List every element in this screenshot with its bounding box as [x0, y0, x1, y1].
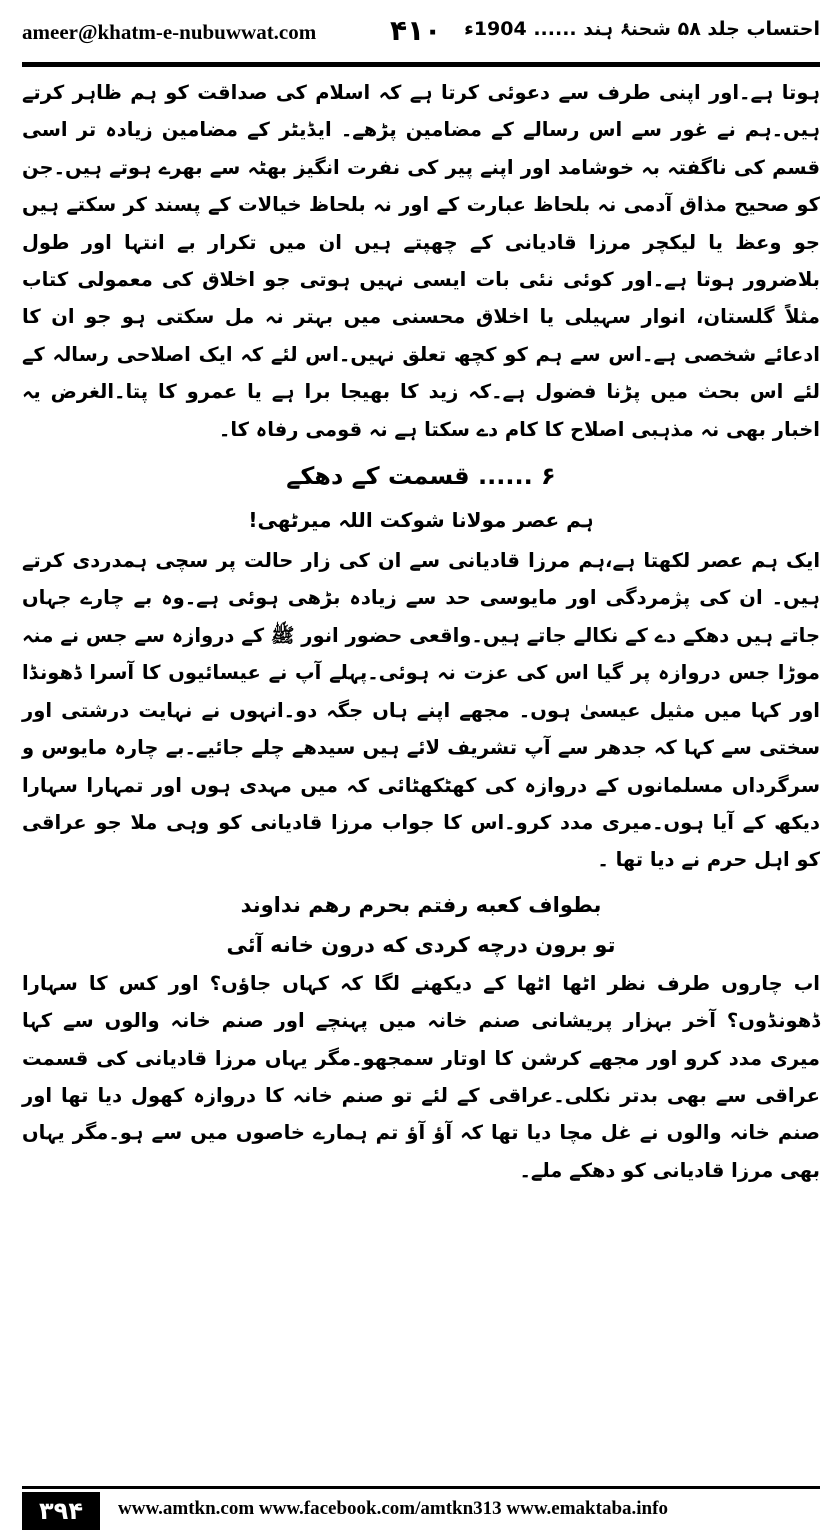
header-page-number: ۴۱۰	[390, 14, 442, 47]
footer-page-number: ۳۹۴	[22, 1492, 100, 1530]
footer-rule	[22, 1486, 820, 1489]
paragraph-main: ایک ہم عصر لکھتا ہے،ہم مرزا قادیانی سے ان کی زار حالت پر سچی ہمدردی کرتے ہیں۔ ان کی پژمردگی اور مایوسی حد سے زیادہ بڑھی ہوئی ہے۔وہ بے چارے جہاں جاتے ہیں دھکے دے کے نکالے جاتے ہیں۔واقعی حضور انور ﷺ کے دروازہ سے جس نے منہ موڑا جس دروازہ پر گیا اس کی عزت نہ ہوئی۔پہلے آپ نے عیسائیوں کا آسرا ڈھونڈا اور کہا میں مثیل عیسیٰ ہوں۔ مجھے اپنے ہاں جگہ دو۔انہوں نے نہایت درشتی اور سختی سے کہا کہ جدھر سے آپ تشریف لائے ہیں سیدھے چلے جائیے۔بے چارہ مایوس و سرگرداں مسلمانوں کے دروازہ کی کھٹکھٹائی کہ میں مہدی ہوں اور تمہارا سہارا دیکھ کے آیا ہوں۔میری مدد کرو۔اس کا جواب مرزا قادیانی کو وہی ملا جو عراقی کو اہل حرم نے دیا تھا ۔	[22, 549, 820, 872]
header-rule	[22, 62, 820, 67]
header-email: ameer@khatm-e-nubuwwat.com	[22, 20, 317, 44]
persian-verse-line-2: تو برون درچه کردی که درون خانه آئی	[226, 932, 616, 957]
section-subheading: ہم عصر مولانا شوکت اللہ میرٹھی!	[248, 508, 594, 533]
section-heading: ۶ ...... قسمت کے دھکے	[286, 462, 556, 491]
page-header	[22, 14, 820, 58]
persian-verse-line-1: بطواف کعبه رفتم بحرم رهم نداوند	[240, 892, 602, 917]
page-body	[22, 74, 820, 1189]
paragraph-intro: ہوتا ہے۔اور اپنی طرف سے دعوئی کرتا ہے کہ اسلام کی صداقت کو ہم ظاہر کرتے ہیں۔ہم نے غور سے اس رسالے کے مضامین پڑھے۔ ایڈیٹر کے مضامین زیادہ تر اسی قسم کی ناگفتہ بہ خوشامد اور اپنے پیر کی نفرت انگیز بھٹہ سے بھرے ہوتے ہیں۔جن کو صحیح مذاق آدمی نہ بلحاظ عبارت کے اور نہ بلحاظ خیالات کے پسند کر سکتے ہیں جو وعظ یا لیکچر مرزا قادیانی کے چھپتے ہیں ان میں تکرار بے انتہا اور طول بلاضرور ہوتا ہے۔اور کوئی نئی بات ایسی نہیں ہوتی جو اخلاق کی معمولی کتاب مثلاً گلستان، انوار سہیلی یا اخلاق محسنی میں بہتر نہ مل سکتی ہو جو ان کا ادعائے شخصی ہے۔اس سے ہم کو کچھ تعلق نہیں۔اس لئے کہ ایک اصلاحی رسالہ کے لئے اس بحث میں پڑنا فضول ہے۔کہ زید کا بھیجا برا ہے یا عمرو کا پتا۔الغرض یہ اخبار بھی نہ مذہبی اصلاح کا کام دے سکتا ہے نہ قومی رفاہ کا۔	[22, 81, 820, 441]
paragraph-closing: اب چاروں طرف نظر اٹھا اٹھا کے دیکھنے لگا کہ کہاں جاؤں؟ اور کس کا سہارا ڈھونڈوں؟ آخر بہزار پریشانی صنم خانہ میں پہنچے اور صنم خانہ والوں سے کہا میری مدد کرو اور مجھے کرشن کا اوتار سمجھو۔مگر یہاں مرزا قادیانی کی قسمت عراقی سے بھی بدتر نکلی۔عراقی کے لئے تو صنم خانہ کا دروازہ کھول دیا تھا اور صنم خانہ والوں نے غل مچا دیا تھا کہ آؤ آؤ تم ہمارے خاصوں میں سے ہو۔مگر یہاں بھی مرزا قادیانی کو دھکے ملے۔	[22, 971, 820, 1182]
footer-website-links[interactable]: www.amtkn.com www.facebook.com/amtkn313 www.emaktaba.info	[118, 1498, 668, 1519]
header-volume-title: احتساب جلد ۵۸ شحنۂ ہند ...... 1904ء	[464, 18, 820, 40]
